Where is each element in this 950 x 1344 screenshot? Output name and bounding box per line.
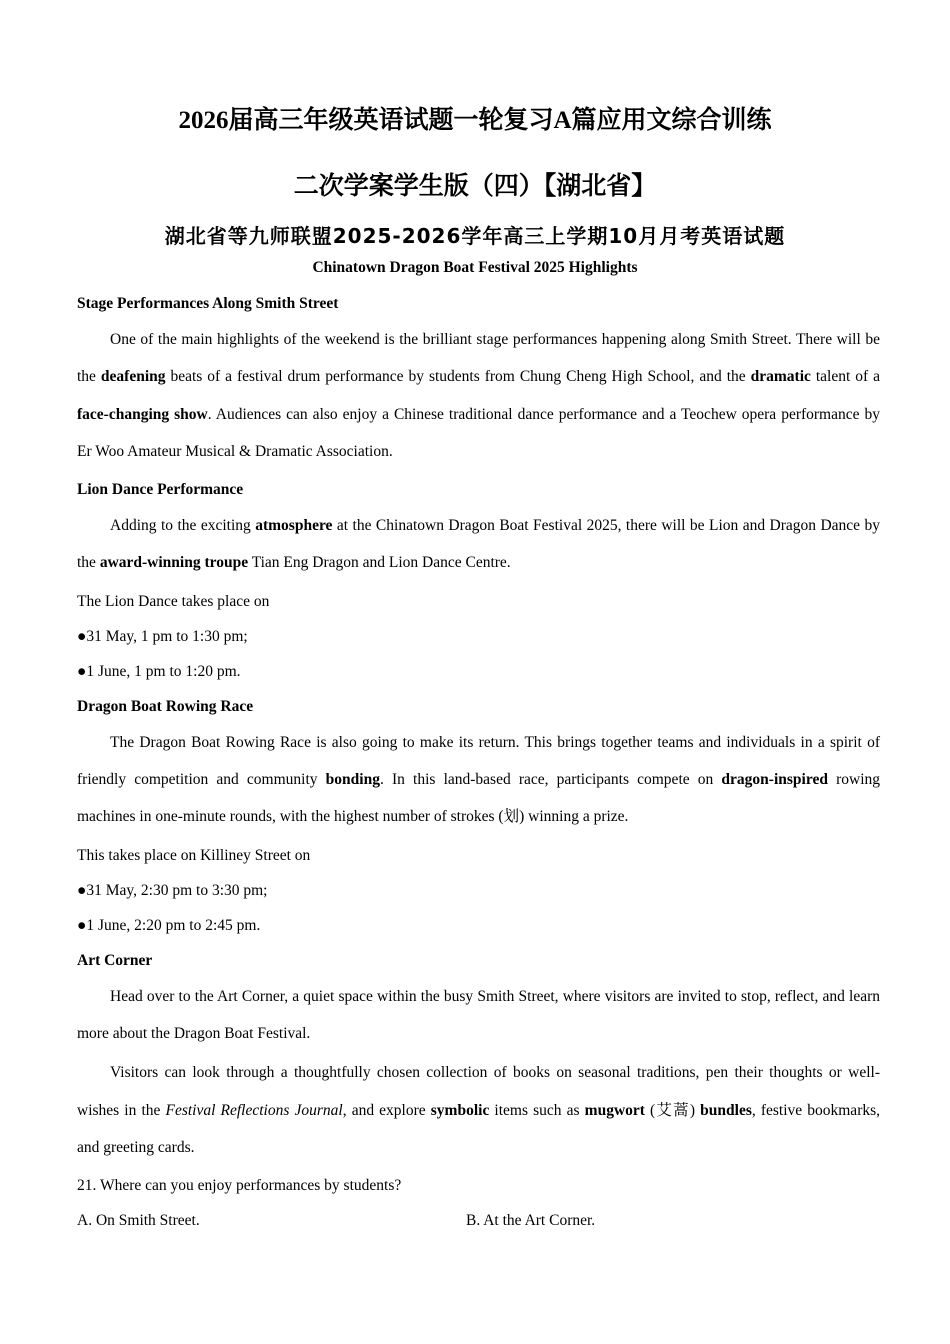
section-heading-lion: Lion Dance Performance xyxy=(77,481,244,499)
option-b[interactable]: B. At the Art Corner. xyxy=(466,1212,596,1230)
vocab-deafening: deafening xyxy=(100,368,166,386)
vocab-dramatic: dramatic xyxy=(750,368,811,386)
journal-title: Festival Reflections Journal xyxy=(165,1101,343,1119)
option-a[interactable]: A. On Smith Street. xyxy=(77,1212,200,1230)
vocab-mugwort: mugwort xyxy=(584,1101,645,1119)
section-heading-art: Art Corner xyxy=(77,951,153,969)
vocab-atmosphere: atmosphere xyxy=(255,517,333,535)
paragraph-lion: Adding to the exciting atmosphere at the Chinatown Dragon Boat Festival 2025, there will be Lion and Dragon Dance by the award-winning troupe Tian Eng Dragon and Lion Dance Centre. xyxy=(77,517,881,572)
race-schedule-intro: This takes place on Killiney Street on xyxy=(77,846,311,864)
document-title-line2: 二次学案学生版（四）【湖北省】 xyxy=(293,173,657,200)
paragraph-art-2: Visitors can look through a thoughtfully chosen collection of books on seasonal traditions, pen their thoughts or well-wishes in the Festival Reflections Journal, and explore symbolic items such as mugwort (艾蒿) bundles, festive bookmarks, and greeting cards. xyxy=(77,1064,881,1156)
race-time-item: ● 1 June, 2:20 pm to 2:45 pm. xyxy=(77,911,880,941)
vocab-bundles: bundles xyxy=(700,1101,752,1119)
question-21-options xyxy=(77,1206,880,1236)
question-21: 21. Where can you enjoy performances by students? xyxy=(77,1177,402,1195)
exam-subtitle: 湖北省等九师联盟2025-2026学年高三上学期10月月考英语试题 xyxy=(164,224,786,248)
section-heading-race: Dragon Boat Rowing Race xyxy=(77,697,254,715)
passage-title: Chinatown Dragon Boat Festival 2025 Highlights xyxy=(312,259,638,276)
vocab-bonding: bonding xyxy=(325,771,380,789)
paragraph-stage: One of the main highlights of the weekend is the brilliant stage performances happening along Smith Street. There will be the deafening beats of a festival drum performance by students from Chung Cheng High School, and the dramatic talent of a face-changing show. Audiences can also enjoy a Chinese traditional dance performance and a Teochew opera performance by Er Woo Amateur Musical & Dramatic Association. xyxy=(77,331,881,460)
document-title: 2026届高三年级英语试题一轮复习A篇应用文综合训练 xyxy=(178,107,772,134)
passage-body xyxy=(77,289,880,1236)
lion-time-item: ● 31 May, 1 pm to 1:30 pm; xyxy=(77,622,880,652)
race-time-item: ● 31 May, 2:30 pm to 3:30 pm; xyxy=(77,876,880,906)
paragraph-art-1: Head over to the Art Corner, a quiet space within the busy Smith Street, where visitors are invited to stop, reflect, and learn more about the Dragon Boat Festival. xyxy=(77,987,880,1042)
vocab-face-changing-show: face-changing show xyxy=(77,405,208,423)
lion-time-item: ● 1 June, 1 pm to 1:20 pm. xyxy=(77,657,880,687)
vocab-award-winning-troupe: award-winning troupe xyxy=(99,554,249,572)
lion-schedule-intro: The Lion Dance takes place on xyxy=(77,592,270,610)
vocab-symbolic: symbolic xyxy=(430,1101,490,1119)
section-heading-stage: Stage Performances Along Smith Street xyxy=(77,295,339,312)
paragraph-race: The Dragon Boat Rowing Race is also going to make its return. This brings together teams and individuals in a spirit of friendly competition and community bonding. In this land-based race, participants compete on dragon-inspired rowing machines in one-minute rounds, with the highest number of strokes (划) winning a prize. xyxy=(77,733,881,826)
vocab-dragon-inspired: dragon-inspired xyxy=(721,771,828,789)
